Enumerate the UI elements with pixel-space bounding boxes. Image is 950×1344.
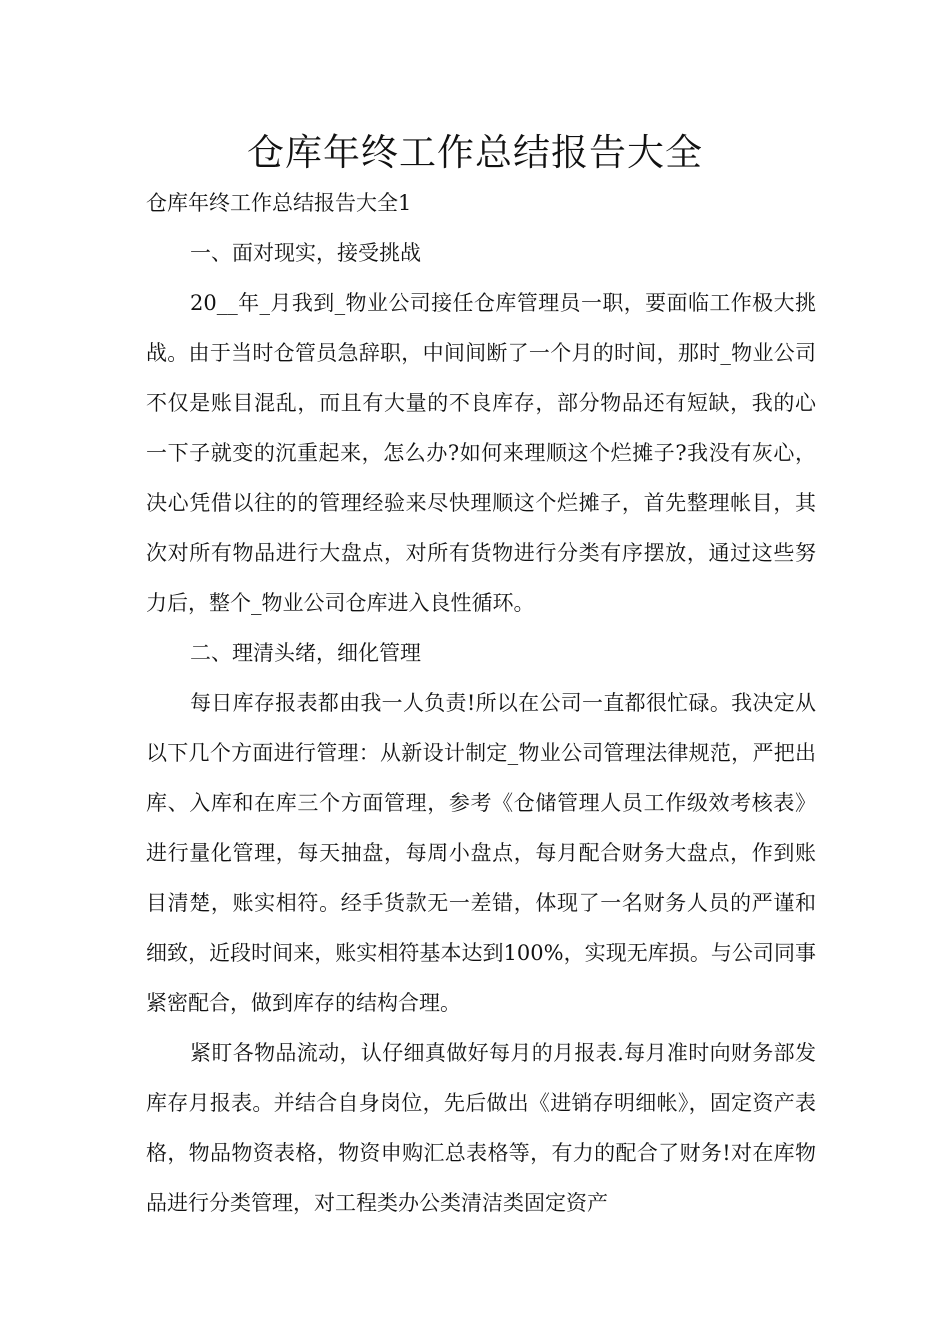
document-title: 仓库年终工作总结报告大全 (247, 131, 703, 174)
paragraph-1: 20__年_月我到_物业公司接任仓库管理员一职，要面临工作极大挑战。由于当时仓管员急辞职，中间间断了一个月的时间，那时_物业公司不仅是账目混乱，而且有大量的不良库存，部分物品还有短缺，我的心一下子就变的沉重起来，怎么办?如何来理顺这个烂摊子?我没有灰心，决心凭借以往的的管理经验来尽快理顺这个烂摊子，首先整理帐目，其次对所有物品进行大盘点，对所有货物进行分类有序摆放，通过这些努力后，整个_物业公司仓库进入良性循环。 (146, 291, 816, 615)
document-body (146, 178, 816, 1228)
paragraph-3: 紧盯各物品流动，认仔细真做好每月的月报表.每月准时向财务部发库存月报表。并结合自身岗位，先后做出《进销存明细帐》，固定资产表格，物品物资表格，物资申购汇总表格等，有力的配合了财务!对在库物品进行分类管理，对工程类办公类清洁类固定资产 (146, 1041, 816, 1215)
paragraph-2: 每日库存报表都由我一人负责!所以在公司一直都很忙碌。我决定从以下几个方面进行管理：从新设计制定_物业公司管理法律规范，严把出库、入库和在库三个方面管理，参考《仓储管理人员工作级效考核表》进行量化管理，每天抽盘，每周小盘点，每月配合财务大盘点，作到账目清楚，账实相符。经手货款无一差错，体现了一名财务人员的严谨和细致，近段时间来，账实相符基本达到100%，实现无库损。与公司同事紧密配合，做到库存的结构合理。 (146, 691, 816, 1015)
section-heading-1: 一、面对现实，接受挑战 (190, 241, 421, 265)
section-heading-2: 二、理清头绪，细化管理 (190, 641, 421, 665)
document-subtitle: 仓库年终工作总结报告大全1 (146, 191, 412, 215)
